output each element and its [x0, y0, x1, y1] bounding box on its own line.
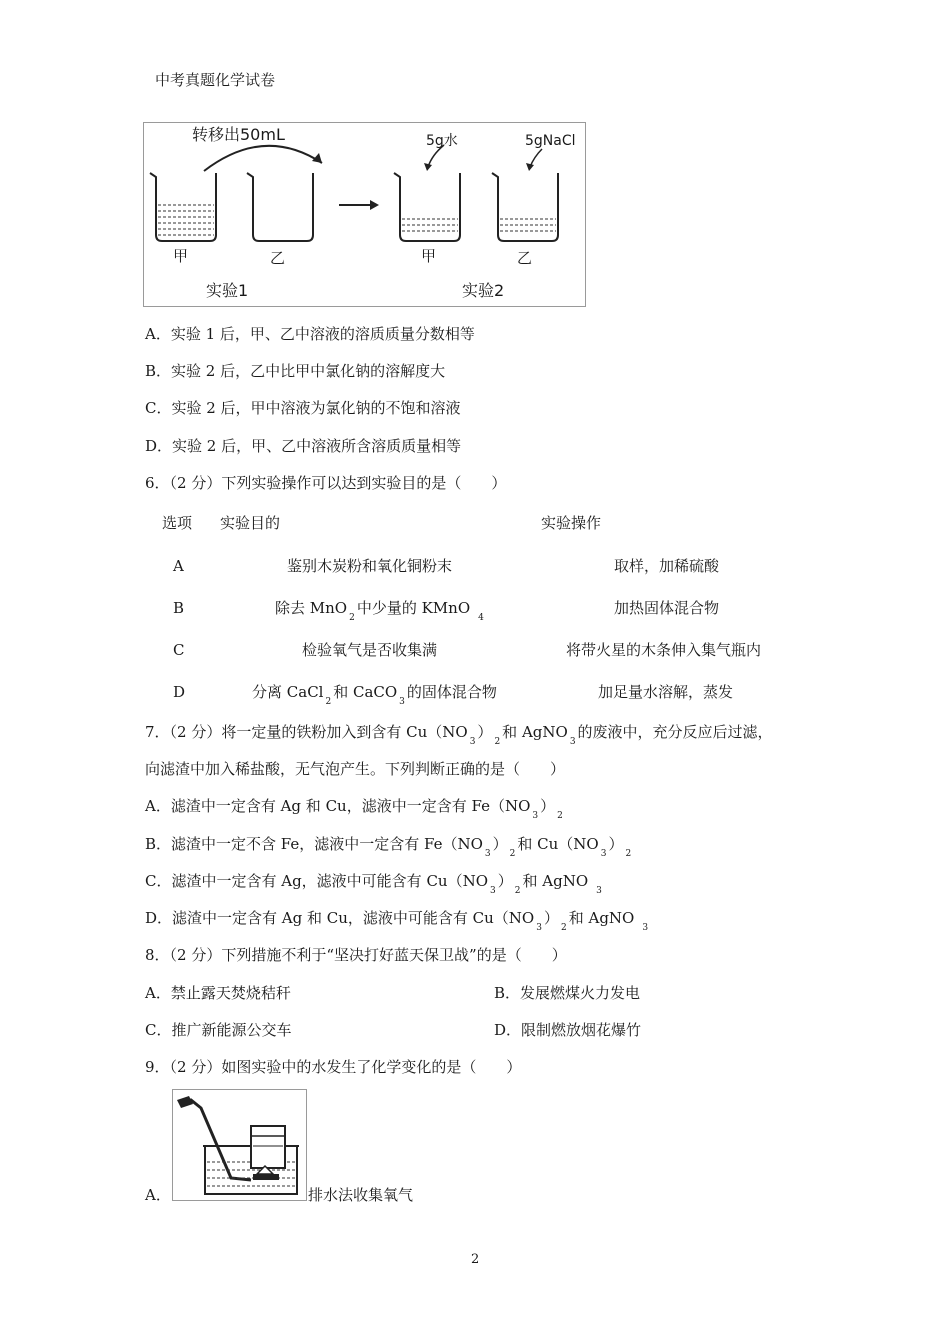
q8-option-a: A．禁止露天焚烧秸秆 — [145, 984, 291, 1002]
q5-option-a: A．实验 1 后，甲、乙中溶液的溶质质量分数相等 — [145, 325, 475, 343]
q6-row-b-operation: 加热固体混合物 — [614, 599, 720, 617]
q6-row-a-option: A — [173, 557, 184, 575]
q6-row-b-option: B — [173, 599, 185, 617]
q7-option-b: B．滤渣中一定不含 Fe，滤液中一定含有 $Fe(NO_3)_2$和 $Cu(NO_3)_2$ — [145, 835, 632, 859]
q7-option-a: A．滤渣中一定含有 Ag 和 Cu，滤液中一定含有 $Fe(NO_3)_2$ — [145, 797, 563, 821]
q7-option-d: D．滤渣中一定含有 Ag 和 Cu，滤液中可能含有 $Cu(NO_3)_2$和 AgNO$_3$ — [145, 909, 649, 933]
beaker-yi-label-2: 乙 — [517, 249, 533, 267]
water-label: 5g水 — [426, 133, 458, 149]
q9-option-a-label: A． — [145, 1186, 171, 1204]
q6-row-a-operation: 取样，加稀硫酸 — [614, 557, 720, 575]
q6-row-c-purpose: 检验氧气是否收集满 — [302, 641, 438, 659]
q6-stem: 6．（2 分）下列实验操作可以达到实验目的是（ ） — [145, 474, 507, 492]
q6-header-operation: 实验操作 — [541, 514, 602, 532]
q7-stem-line-2: 向滤渣中加入稀盐酸，无气泡产生。下列判断正确的是（ ） — [145, 760, 566, 778]
q6-row-c-operation: 将带火星的木条伸入集气瓶内 — [566, 641, 762, 659]
q6-row-a-purpose: 鉴别木炭粉和氧化铜粉末 — [287, 557, 453, 575]
beaker-experiment-figure — [143, 122, 586, 307]
water-collection-figure — [172, 1089, 307, 1201]
page-header-title: 中考真题化学试卷 — [155, 71, 276, 89]
q6-row-d-option: D — [173, 683, 186, 701]
beaker-diagram — [144, 123, 585, 306]
page-number: 2 — [471, 1252, 480, 1267]
q8-option-b: B．发展燃煤火力发电 — [494, 984, 641, 1002]
gas-collection-diagram — [173, 1090, 306, 1200]
q7-option-c: C．滤渣中一定含有 Ag，滤液中可能含有 $Cu(NO_3)_2$和 AgNO$_3$ — [145, 872, 602, 896]
q8-option-d: D．限制燃放烟花爆竹 — [494, 1021, 642, 1039]
q6-header-option: 选项 — [162, 514, 193, 532]
beaker-yi-label-1: 乙 — [270, 249, 286, 267]
experiment-1-label: 实验1 — [206, 281, 249, 300]
q8-stem: 8．（2 分）下列措施不利于“坚决打好蓝天保卫战”的是（ ） — [145, 946, 567, 964]
q6-header-purpose: 实验目的 — [220, 514, 281, 532]
q6-row-c-option: C — [173, 641, 185, 659]
q5-option-b: B．实验 2 后，乙中比甲中氯化钠的溶解度大 — [145, 362, 446, 380]
q6-row-b-purpose: 除去 MnO$_2$中少量的 KMnO$_4$ — [275, 599, 484, 623]
beaker-jia-label-2: 甲 — [421, 247, 437, 265]
transfer-label: 转移出50mL — [192, 125, 285, 144]
q7-stem-line-1: 7．（2 分）将一定量的铁粉加入到含有 $Cu(NO_3)_2$和 AgNO$_3$的废液中，充分反应后过滤， — [145, 723, 773, 747]
q6-row-d-operation: 加足量水溶解，蒸发 — [598, 683, 734, 701]
q5-option-c: C．实验 2 后，甲中溶液为氯化钠的不饱和溶液 — [145, 399, 461, 417]
q5-option-d: D．实验 2 后，甲、乙中溶液所含溶质质量相等 — [145, 437, 462, 455]
nacl-label: 5gNaCl — [525, 133, 576, 149]
q8-option-c: C．推广新能源公交车 — [145, 1021, 292, 1039]
q6-row-d-purpose: 分离 CaCl$_2$和 CaCO$_3$的固体混合物 — [252, 683, 497, 707]
q9-option-a-caption: 排水法收集氧气 — [308, 1186, 414, 1204]
experiment-2-label: 实验2 — [462, 281, 505, 300]
q9-stem: 9．（2 分）如图实验中的水发生了化学变化的是（ ） — [145, 1058, 522, 1076]
beaker-jia-label-1: 甲 — [173, 247, 189, 265]
